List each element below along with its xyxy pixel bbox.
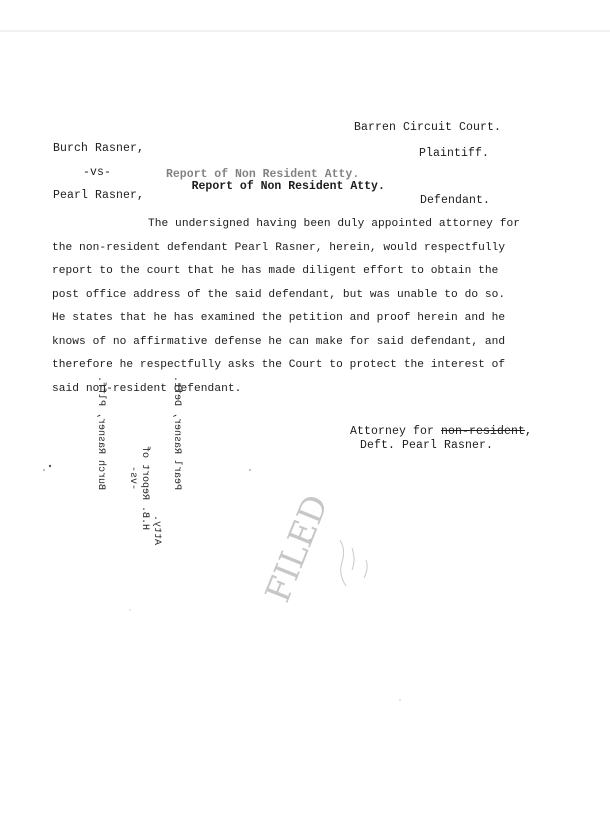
endorsement-line-1: Burch Rasner, Plff.	[95, 375, 106, 490]
endorsement-line-2: -vs-	[127, 465, 138, 490]
body-line: said non-resident defendant.	[52, 382, 242, 395]
body-line: the non-resident defendant Pearl Rasner, herein, would respectfully	[52, 241, 506, 254]
body-line: The undersigned having been duly appointed attorney for	[148, 218, 520, 230]
body-line: therefore he respectfully asks the Court to protect the interest of	[52, 359, 506, 371]
body-line: knows of no affirmative defense he can make for said defendant, and	[52, 335, 506, 348]
signature-prefix: Attorney for	[350, 425, 442, 438]
defendant-name: Pearl Rasner,	[53, 189, 145, 202]
endorsement-line-3: Pearl Rasner, Deft.	[171, 375, 182, 490]
court-name: Barren Circuit Court.	[354, 121, 502, 134]
signature-struck-text: non-resident	[441, 425, 526, 438]
signature-suffix: ,	[525, 425, 533, 438]
signature-line-2: Deft. Pearl Rasner.	[360, 439, 494, 452]
endorsement-line-4: H.B. Report of	[139, 445, 150, 530]
body-line: report to the court that he has made diligent effort to obtain the	[52, 265, 499, 277]
body-line: post office address of the said defendant, but was unable to do so.	[52, 288, 506, 301]
plaintiff-name: Burch Rasner,	[53, 142, 145, 155]
body-line: He states that he has examined the petition and proof herein and he	[52, 312, 506, 324]
endorsement-line-5: Atty.	[151, 514, 162, 545]
stamp-text: FILED	[257, 489, 337, 608]
versus-label: -vs-	[83, 166, 112, 179]
report-title-text: Report of Non Resident Atty.	[191, 180, 385, 193]
defendant-role: Defendant.	[420, 194, 491, 207]
plaintiff-role: Plaintiff.	[419, 147, 490, 160]
report-title-overtype: Report of Non Resident Atty.	[166, 168, 360, 181]
